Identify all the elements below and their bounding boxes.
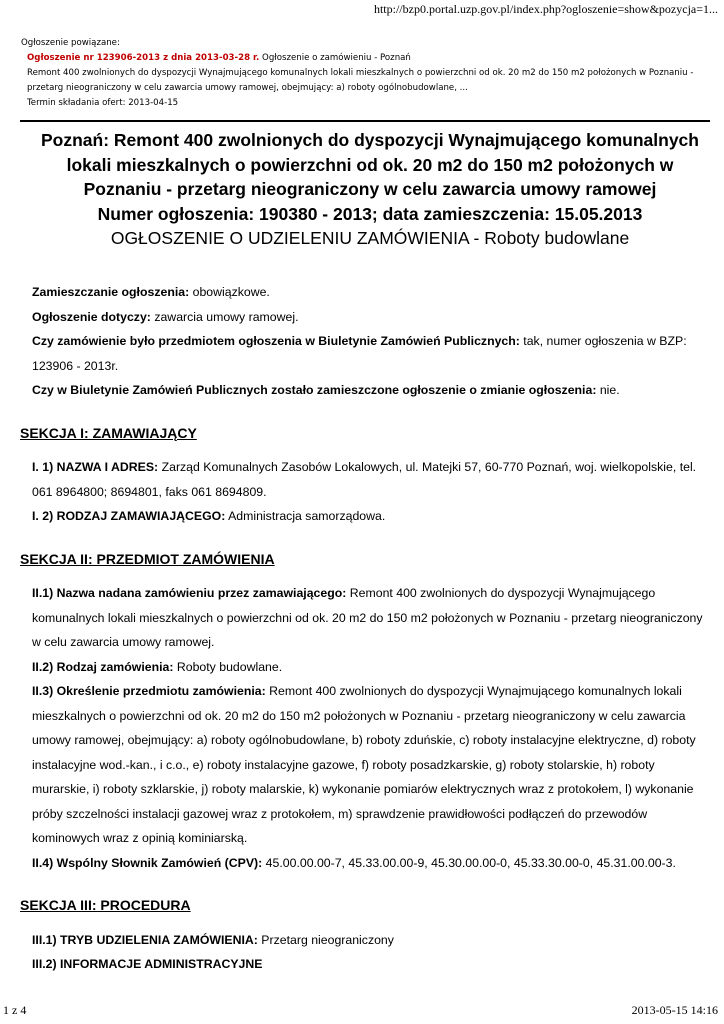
section-2-heading: SEKCJA II: PRZEDMIOT ZAMÓWIENIA	[20, 550, 275, 567]
field-bzp-notice: Czy zamówienie było przedmiotem ogłoszenia w Biuletynie Zamówień Publicznych: tak, numer ogłoszenia w BZP: 123906 - 2013r.	[32, 334, 687, 373]
field-cpv: II.4) Wspólny Słownik Zamówień (CPV): 45.00.00.00-7, 45.33.00.00-9, 45.30.00.00-0, 45.33.30.00-0, 45.31.00.00-3.	[32, 855, 676, 870]
related-description-line2: przetarg nieograniczony w celu zawarcia umowy ramowej, obejmujący: a) roboty ogólnobudowlane, ...	[27, 83, 468, 93]
notice-type: OGŁOSZENIE O UDZIELENIU ZAMÓWIENIA - Roboty budowlane	[110, 228, 630, 248]
field-contracting-type: I. 2) RODZAJ ZAMAWIAJĄCEGO: Administracja samorządowa.	[32, 509, 386, 523]
related-label: Ogłoszenie powiązane:	[21, 38, 120, 48]
print-date: 2013-05-15 14:16	[631, 1003, 718, 1017]
related-description-line1: Remont 400 zwolnionych do dyspozycji Wynajmującego komunalnych lokali mieszkalnych o powierzchni od ok. 20 m2 do 150 m2 położonych w Poznaniu -	[27, 68, 694, 78]
field-contract-name: II.1) Nazwa nadana zamówieniu przez zamawiającego: Remont 400 zwolnionych do dyspozycji Wynajmującego komunalnych lokali mieszkalnych o powierzchni od ok. 20 m2 do 150 m2 położonych w Poznaniu - przetarg nieograniczony w celu zawarcia umowy ramowej.	[32, 586, 703, 649]
related-notice-link[interactable]: Ogłoszenie nr 123906-2013 z dnia 2013-03-28 r.	[27, 53, 260, 63]
page-title	[20, 128, 720, 251]
related-deadline: Termin składania ofert: 2013-04-15	[27, 98, 179, 108]
divider	[20, 120, 710, 122]
field-contract-scope: II.3) Określenie przedmiotu zamówienia: Remont 400 zwolnionych do dyspozycji Wynajmującego komunalnych lokali mieszkalnych o powierzchni od ok. 20 m2 do 150 m2 położonych w Poznaniu - przetarg nieograniczony w celu zawarcia umowy ramowej, obejmujący: a) roboty ogólnobudowlane, b) roboty zduńskie, c) roboty instalacyjne elektryczne, d) roboty instalacyjne wod.-kan., i c.o., e) roboty instalacyjne gazowe, f) roboty posadzkarskie, g) roboty stolarskie, h) roboty murarskie, i) roboty szklarskie, j) roboty malarskie, k) wykonanie pomiarów elektrycznych wraz z protokołem, l) wykonanie próby szczelności instalacji gazowej wraz z protokołem, m) sprawdzenie prawidłowości podłączeń do przewodów kominowych wraz z opinią kominiarską.	[32, 684, 696, 845]
section-3-heading: SEKCJA III: PROCEDURA	[20, 897, 191, 913]
page-counter: 1 z 4	[3, 1003, 27, 1017]
title-line1: Poznań: Remont 400 zwolnionych do dyspozycji Wynajmującego komunalnych	[41, 130, 699, 150]
notice-number: Numer ogłoszenia: 190380 - 2013; data zamieszczenia: 15.05.2013	[97, 203, 643, 224]
notice-body	[20, 280, 710, 977]
field-change-notice: Czy w Biuletynie Zamówień Publicznych zostało zamieszczone ogłoszenie o zmianie ogłoszenia: nie.	[32, 383, 620, 397]
page-url: http://bzp0.portal.uzp.gov.pl/index.php?ogloszenie=show&pozycja=1...	[373, 2, 718, 16]
field-name-address: I. 1) NAZWA I ADRES: Zarząd Komunalnych Zasobów Lokalowych, ul. Matejki 57, 60-770 Poznań, woj. wielkopolskie, tel. 061 8964800; 8694801, faks 061 8694809.	[32, 460, 697, 499]
related-notice	[21, 36, 711, 111]
title-line3: Poznaniu - przetarg nieograniczony w celu zawarcia umowy ramowej	[83, 179, 657, 199]
field-concerns: Ogłoszenie dotyczy: zawarcia umowy ramowej.	[32, 309, 299, 324]
field-admin-info: III.2) INFORMACJE ADMINISTRACYJNE	[32, 957, 263, 971]
related-notice-title: Ogłoszenie o zamówieniu - Poznań	[259, 53, 411, 63]
section-1-heading: SEKCJA I: ZAMAWIAJĄCY	[20, 424, 197, 441]
field-contract-type: II.2) Rodzaj zamówienia: Roboty budowlane.	[32, 659, 283, 674]
field-publication: Zamieszczanie ogłoszenia: obowiązkowe.	[32, 285, 270, 299]
title-line2: lokali mieszkalnych o powierzchni od ok. 20 m2 do 150 m2 położonych w	[66, 154, 674, 175]
field-procedure: III.1) TRYB UDZIELENIA ZAMÓWIENIA: Przetarg nieograniczony	[32, 932, 394, 947]
